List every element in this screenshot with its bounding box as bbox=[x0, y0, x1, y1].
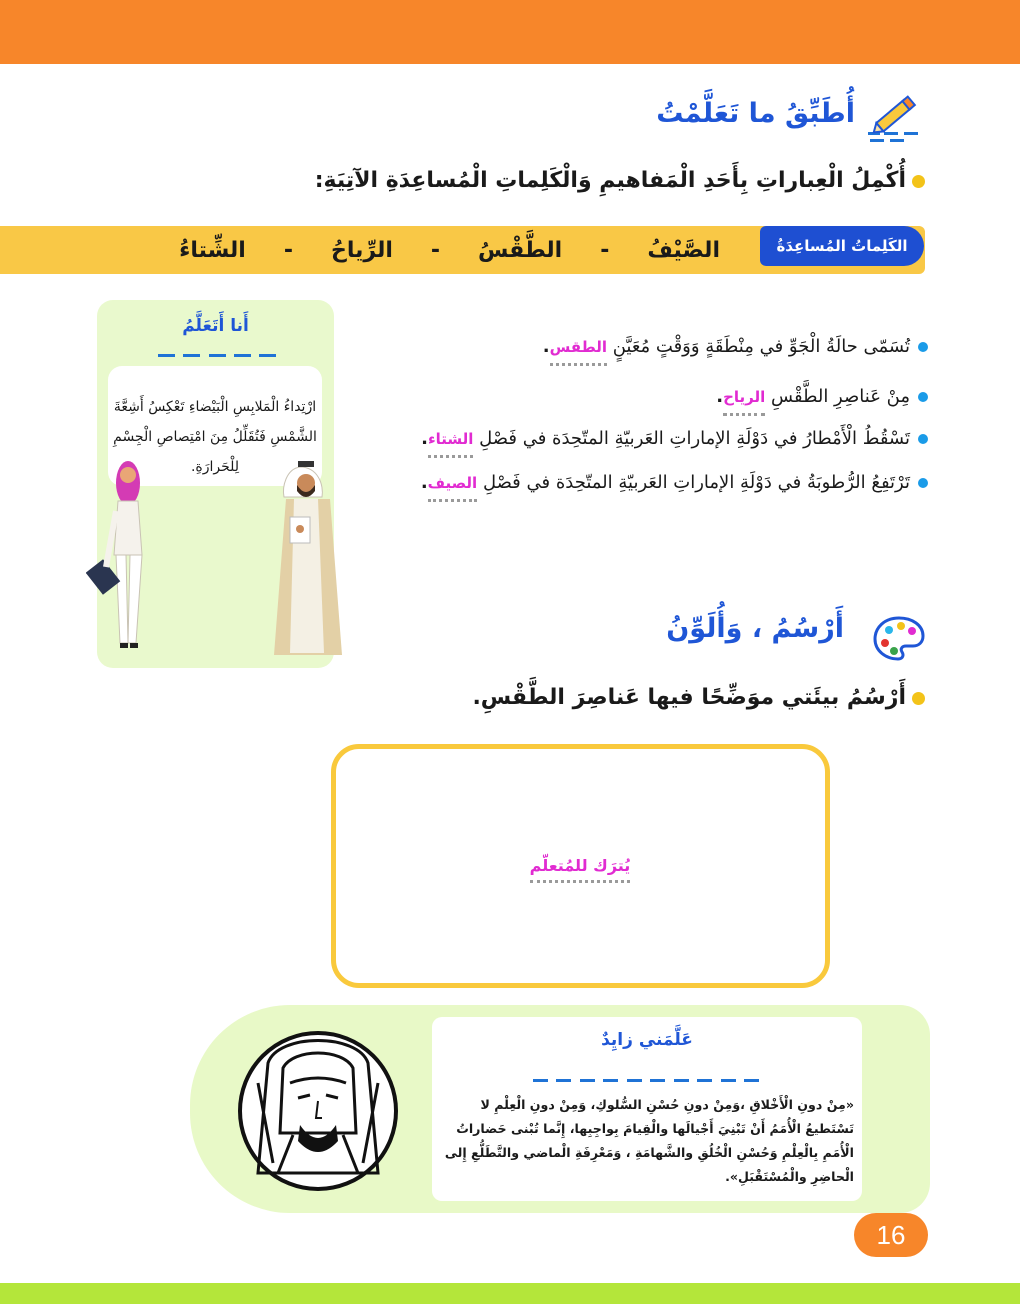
helper-words-label: الكَلِماتُ المُساعِدَةُ bbox=[760, 226, 924, 266]
sentence-item bbox=[716, 386, 928, 407]
answer-blank[interactable]: الشتاء bbox=[427, 430, 474, 448]
drawing-note-text: يُترَك للمُتعلّم bbox=[529, 856, 631, 875]
answer-blank[interactable]: الرياح bbox=[723, 388, 766, 406]
draw-title: أَرْسُمُ ، وَأُلَوِّنُ bbox=[666, 613, 844, 644]
learn-card-dashes bbox=[158, 354, 276, 358]
learn-card-text: ارْتِداءُ الْمَلابِسِ الْبَيْضاءِ تَعْكِسُ أَشِعَّةَ الشَّمْسِ فَتُقَلِّلُ مِنَ امْتِصاصِ الْجِسْمِ لِلْحَرارَةِ. bbox=[113, 399, 317, 475]
bullet-dot bbox=[918, 478, 928, 488]
draw-instruction-text: أَرْسُمُ بيئَتي موَضِّحًا فيها عَناصِرَ الطَّقْسِ. bbox=[472, 685, 906, 710]
apply-instruction-text: أُكْمِلُ الْعِباراتِ بِأَحَدِ الْمَفاهيمِ وَالْكَلِماتِ الْمُساعِدَةِ الآتِيَةِ: bbox=[314, 168, 906, 193]
word-separator: - bbox=[600, 237, 610, 263]
helper-word: الصَّيْفُ bbox=[647, 237, 720, 263]
people-illustration bbox=[86, 455, 356, 661]
bullet-dot bbox=[918, 392, 928, 402]
sentence-end: . bbox=[420, 472, 428, 493]
sentence-item bbox=[543, 336, 928, 357]
page-number: 16 bbox=[854, 1213, 928, 1257]
sentence-text: تَرْتَفِعُ الرُّطوبَةُ في دَوْلَةِ الإماراتِ العَربيّةِ المتّحِدَة في فَصْلِ bbox=[482, 472, 910, 493]
helper-word: الرِّياحُ bbox=[331, 237, 393, 263]
learn-card-title: أَنا أَتَعَلَّمُ bbox=[182, 316, 249, 336]
apply-heading bbox=[656, 88, 855, 138]
word-separator: - bbox=[430, 237, 441, 263]
helper-words-list bbox=[179, 230, 720, 270]
zayed-quote: «مِنْ دونِ الْأَخْلاقِ ،وَمِنْ دونِ حُسْنِ السُّلوكِ، وَمِنْ دونِ الْعِلْمِ لا تَسْتَطيعُ الْأُمَمُ أَنْ تَبْنِيَ أَجْيالَها والْقِيامَ بِواجِبِها، إِنَّما تُبْنى حَضاراتُ الْأُمَمِ بِالْعِلْمِ وَحُسْنِ الْخُلُقِ والشَّهامَةِ ، وَمَعْرِفَةِ الْماضي والتَّطَلُّعِ إِلى الْحاضِرِ والْمُسْتَقْبَلِ». bbox=[444, 1097, 854, 1184]
answer-blank[interactable]: الطقس bbox=[549, 338, 607, 356]
bullet-dot bbox=[912, 175, 925, 188]
sentence-text: تَسْقُطُ الْأَمْطارُ في دَوْلَةِ الإماراتِ العَربيّةِ المتّحِدَة في فَصْلِ bbox=[479, 428, 910, 449]
palette-icon bbox=[872, 614, 926, 662]
word-separator: - bbox=[283, 237, 293, 263]
sentence-item bbox=[421, 472, 928, 493]
top-band bbox=[0, 0, 1020, 64]
drawing-note bbox=[440, 856, 720, 875]
zayed-portrait bbox=[238, 1023, 398, 1199]
sentence-text: مِنْ عَناصِرِ الطَّقْسِ bbox=[771, 386, 910, 407]
bottom-band bbox=[0, 1283, 1020, 1304]
bullet-dot bbox=[912, 692, 925, 705]
bullet-dot bbox=[918, 342, 928, 352]
sentence-item bbox=[421, 428, 928, 449]
helper-word: الشِّتاءُ bbox=[179, 237, 246, 263]
sentence-end: . bbox=[421, 428, 428, 449]
bullet-dot bbox=[918, 434, 928, 444]
helper-word: الطَّقْسُ bbox=[478, 237, 563, 263]
apply-title: أُطَبِّقُ ما تَعَلَّمْتُ bbox=[656, 97, 855, 129]
apply-instruction bbox=[85, 168, 925, 193]
answer-blank[interactable]: الصيف bbox=[427, 474, 478, 492]
draw-instruction bbox=[425, 685, 925, 710]
pencil-icon bbox=[864, 88, 924, 146]
zayed-title: عَلَّمَني زايِدٌ bbox=[601, 1030, 693, 1050]
sentence-text: تُسَمّى حالَةُ الْجَوِّ في مِنْطَقَةٍ وَوَقْتٍ مُعَيَّنٍ bbox=[612, 336, 910, 357]
zayed-dashes bbox=[533, 1079, 759, 1082]
sentence-end: . bbox=[542, 336, 550, 357]
sentence-end: . bbox=[716, 386, 724, 407]
